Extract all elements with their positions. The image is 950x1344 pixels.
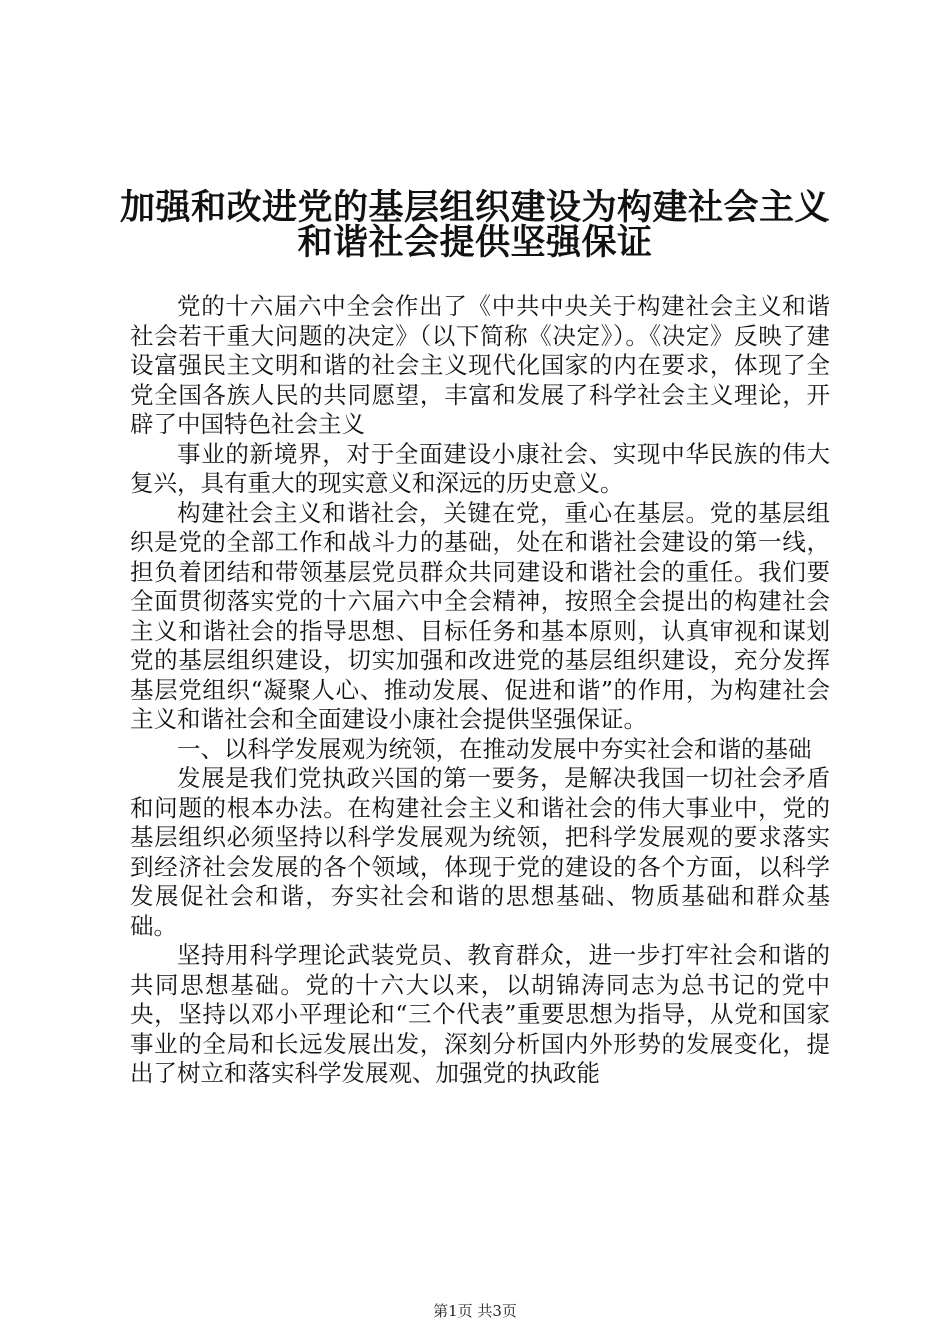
section-heading: 一、以科学发展观为统领，在推动发展中夯实社会和谐的基础	[177, 734, 812, 763]
paragraph: 构建社会主义和谐社会，关键在党，重心在基层。党的基层组织是党的全部工作和战斗力的基础，处在和谐社会建设的第一线，担负着团结和带领基层党员群众共同建设和谐社会的重任。我们要全面贯彻落实党的十六届六中全会精神，按照全会提出的构建社会主义和谐社会的指导思想、目标任务和基本原则，认真审视和谋划党的基层组织建设，切实加强和改进党的基层组织建设，充分发挥基层党组织“凝聚人心、推动发展、促进和谐”的作用，为构建社会主义和谐社会和全面建设小康社会提供坚强保证。	[130, 498, 830, 733]
document-body	[130, 292, 830, 1089]
document-title-line-2: 和谐社会提供坚强保证	[297, 222, 653, 263]
paragraph: 党的十六届六中全会作出了《中共中央关于构建社会主义和谐社会若干重大问题的决定》（以下简称《决定》）。《决定》反映了建设富强民主文明和谐的社会主义现代化国家的内在要求，体现了全党全国各族人民的共同愿望，丰富和发展了科学社会主义理论，开辟了中国特色社会主义	[130, 292, 830, 438]
paragraph: 发展是我们党执政兴国的第一要务，是解决我国一切社会矛盾和问题的根本办法。在构建社会主义和谐社会的伟大事业中，党的基层组织必须坚持以科学发展观为统领，把科学发展观的要求落实到经济社会发展的各个领域，体现于党的建设的各个方面，以科学发展促社会和谐，夯实社会和谐的思想基础、物质基础和群众基础。	[130, 764, 830, 940]
paragraph: 事业的新境界，对于全面建设小康社会、实现中华民族的伟大复兴，具有重大的现实意义和深远的历史意义。	[130, 439, 830, 497]
page-number-footer: 第1页 共3页	[433, 1302, 517, 1320]
paragraph: 坚持用科学理论武装党员、教育群众，进一步打牢社会和谐的共同思想基础。党的十六大以来，以胡锦涛同志为总书记的党中央，坚持以邓小平理论和“三个代表”重要思想为指导，从党和国家事业的全局和长远发展出发，深刻分析国内外形势的发展变化，提出了树立和落实科学发展观、加强党的执政能	[130, 941, 830, 1087]
document-title-line-1: 加强和改进党的基层组织建设为构建社会主义	[119, 187, 830, 228]
